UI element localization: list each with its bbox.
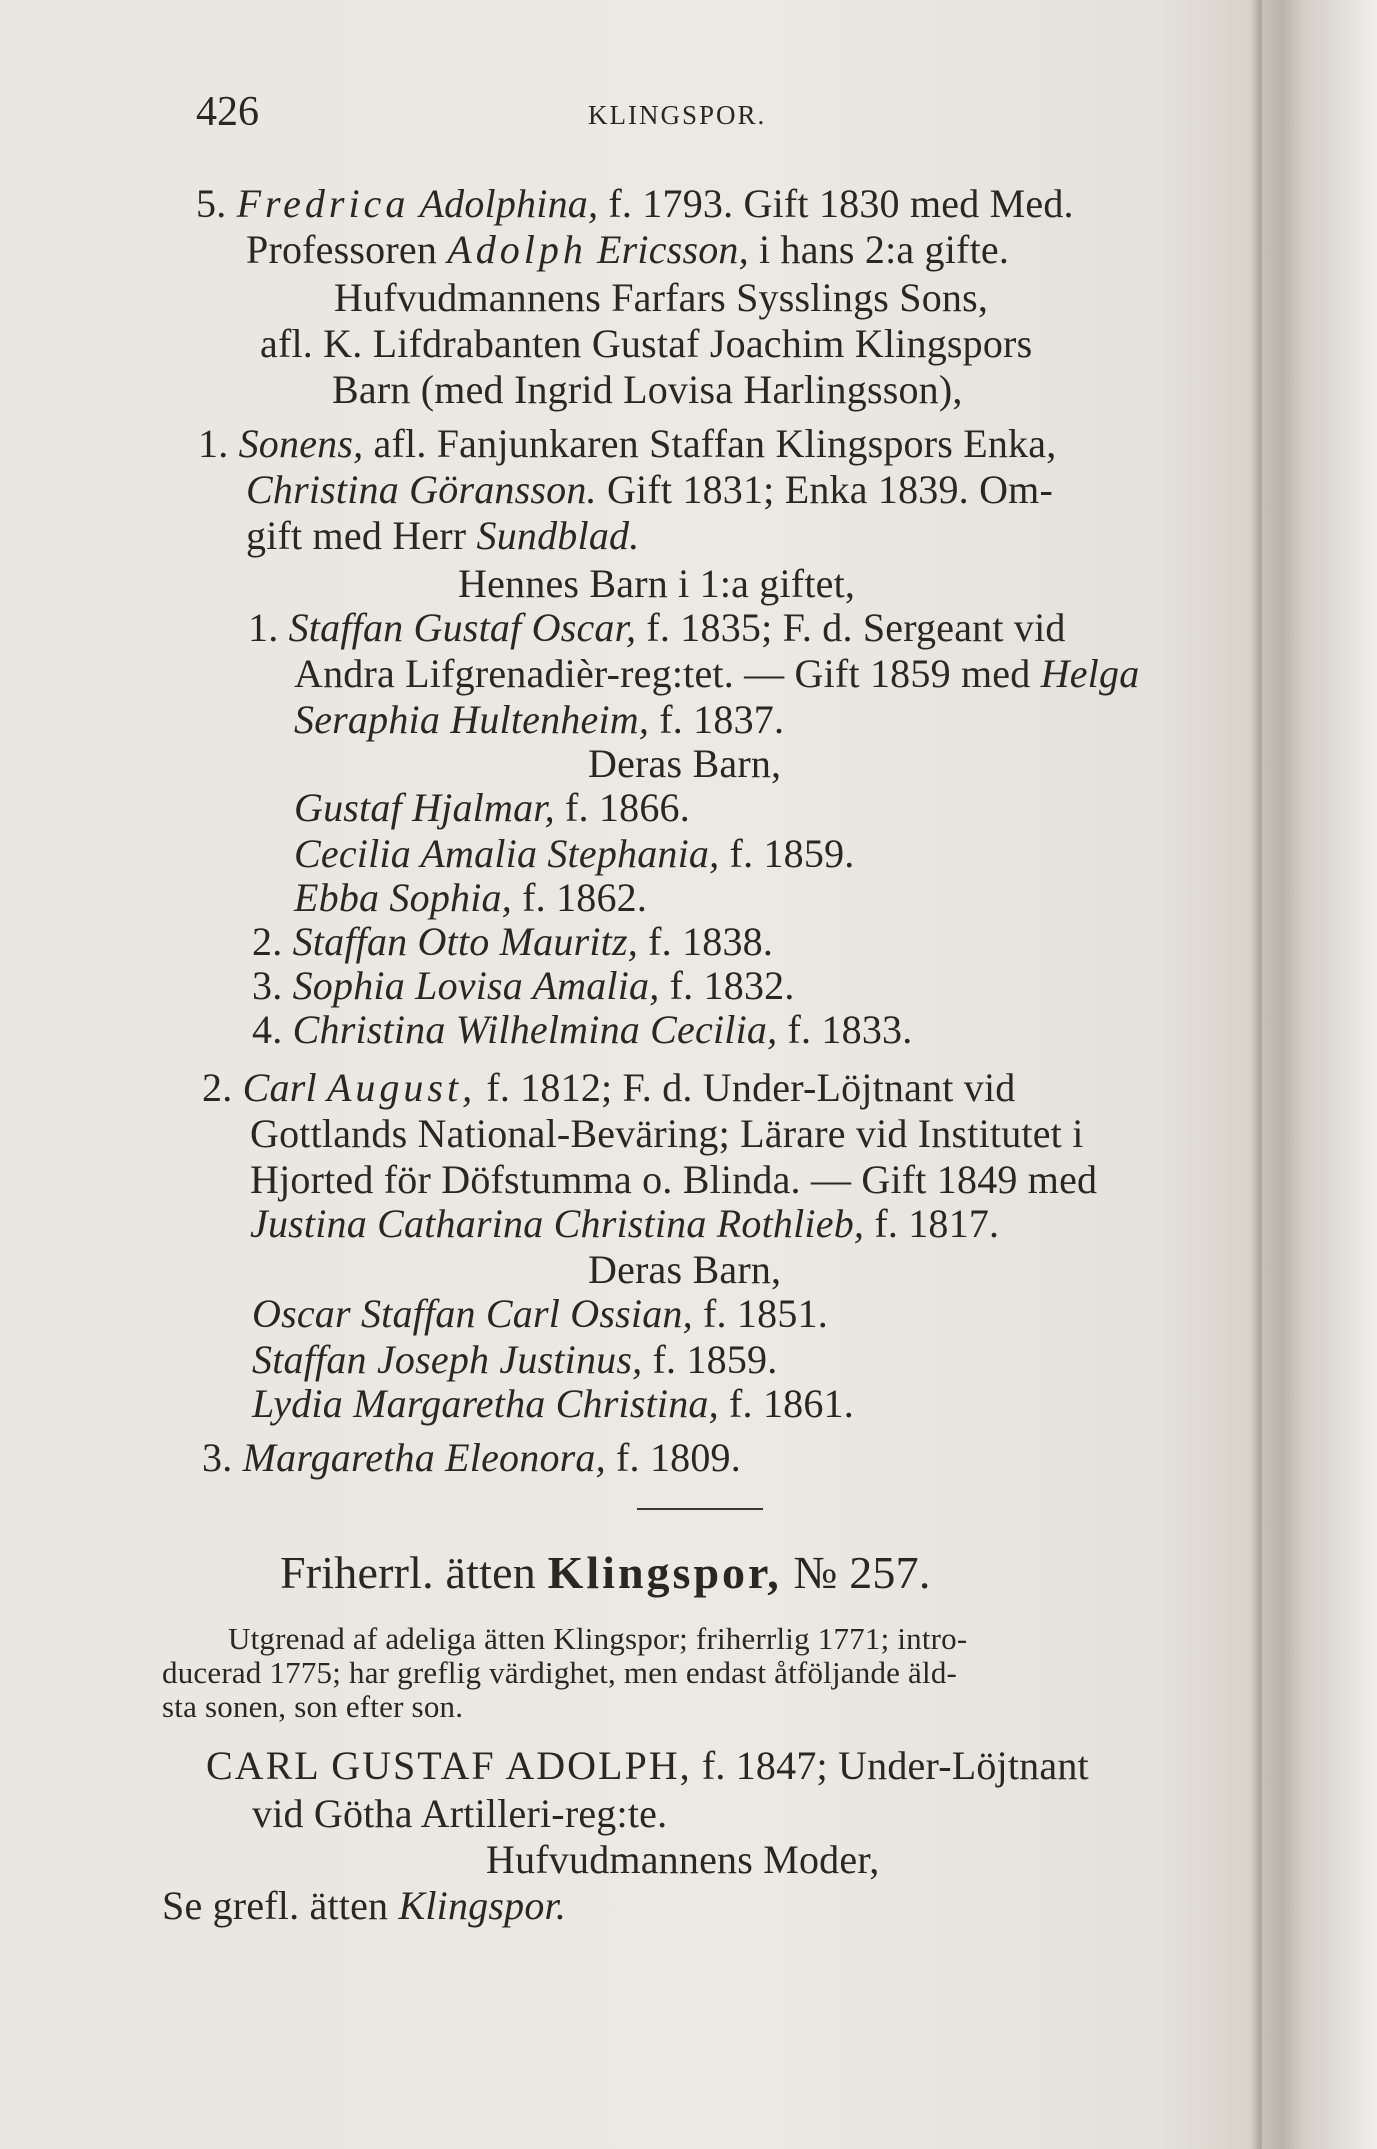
entry-number: 4. [252, 1007, 283, 1052]
entry-name: Adolph [447, 227, 587, 272]
entry-name: Staffan Joseph Justinus, [252, 1337, 643, 1382]
head-name: CARL GUSTAF ADOLPH, [206, 1743, 692, 1788]
entry-name: Klingspor. [398, 1883, 567, 1928]
entry-name: Christina Wilhelmina Cecilia, [292, 1007, 778, 1052]
entry-name: Margaretha Eleonora, [242, 1435, 606, 1480]
section-title-text: Friherrl. ätten [280, 1547, 536, 1598]
entry-line [248, 606, 1066, 650]
running-title: KLINGSPOR. [588, 100, 767, 130]
section-intro: Utgrenad af adeliga ätten Klingspor; friherrlig 1771; intro- [228, 1621, 968, 1656]
entry-name: Sonens, [238, 421, 364, 466]
entry-text: Professoren [246, 227, 438, 272]
entry-name: Sophia Lovisa Amalia, [292, 963, 660, 1008]
entry-line [252, 964, 795, 1008]
entry-line [252, 1382, 854, 1426]
entry-text: afl. Fanjunkaren Staffan Klingspors Enka, [373, 421, 1057, 466]
entry-line [294, 652, 1139, 696]
entry-line: Gottlands National-Beväring; Lärare vid Institutet i [250, 1111, 1084, 1156]
entry-text: f. 1866. [565, 785, 690, 830]
entry-text: f. 1862. [522, 875, 648, 920]
entry-name: Oscar Staffan Carl Ossian, [252, 1291, 693, 1336]
entry-name: Justina Catharina Christina Rothlieb, [250, 1201, 865, 1246]
entry-text: f. 1859. [729, 831, 855, 876]
subheading: Hufvudmannens Farfars Sysslings Sons, [334, 275, 989, 320]
entry-name: August, [326, 1065, 477, 1110]
entry-line [252, 1008, 912, 1052]
subheading: Deras Barn, [588, 741, 782, 786]
entry-text: f. 1837. [659, 697, 785, 742]
entry-line [246, 228, 1009, 272]
entry-text: f. 1835; F. d. Sergeant vid [646, 605, 1066, 650]
entry-line [246, 468, 1053, 512]
subheading: afl. K. Lifdrabanten Gustaf Joachim Klingspors [260, 321, 1033, 366]
entry-name: Cecilia Amalia Stephania, [294, 831, 720, 876]
subheading: Barn (med Ingrid Lovisa Harlingsson), [332, 367, 963, 412]
entry-line [198, 422, 1056, 466]
entry-line [294, 876, 647, 920]
entry-line [196, 182, 1074, 226]
entry-text: f. 1833. [787, 1007, 913, 1052]
entry-number: 2. [252, 919, 283, 964]
entry-text: f. 1817. [874, 1201, 1000, 1246]
entry-text: gift med Herr [246, 513, 467, 558]
entry-text: f. 1851. [703, 1291, 828, 1336]
entry-number: 1. [198, 421, 229, 466]
entry-line [252, 920, 773, 964]
entry-line [252, 1338, 777, 1382]
entry-text: Gift 1831; Enka 1839. Om- [606, 467, 1054, 512]
section-divider [637, 1508, 763, 1510]
entry-line [202, 1436, 741, 1480]
subheading: Deras Barn, [588, 1247, 782, 1292]
entry-name: Sundblad. [476, 513, 640, 558]
entry-number: 5. [196, 181, 227, 226]
entry-text: Se grefl. ätten [162, 1883, 389, 1928]
entry-number: 1. [248, 605, 279, 650]
book-gutter [1262, 0, 1377, 2149]
section-intro: sta sonen, son efter son. [162, 1689, 464, 1724]
cross-reference [162, 1884, 566, 1928]
head-entry [206, 1744, 1089, 1788]
entry-line [294, 698, 784, 742]
entry-text: f. 1809. [616, 1435, 741, 1480]
entry-name: Lydia Margaretha Christina, [252, 1381, 719, 1426]
entry-line [294, 832, 854, 876]
entry-text: f. 1832. [669, 963, 795, 1008]
entry-name: Staffan Otto Mauritz, [292, 919, 638, 964]
entry-name: Ebba Sophia, [294, 875, 512, 920]
entry-text: f. 1847; Under-Löjtnant [701, 1743, 1089, 1788]
head-entry: vid Götha Artilleri-reg:te. [252, 1791, 668, 1836]
entry-name: Carl [242, 1065, 317, 1110]
section-intro: ducerad 1775; har greflig värdighet, men endast åtföljande äld- [162, 1655, 958, 1690]
entry-text: f. 1812; F. d. Under-Löjtnant vid [486, 1065, 1016, 1110]
entry-line: Hjorted för Döfstumma o. Blinda. — Gift 1849 med [250, 1157, 1098, 1202]
entry-number: 3. [202, 1435, 233, 1480]
entry-name: Seraphia Hultenheim, [294, 697, 650, 742]
entry-text: f. 1793. Gift 1830 med Med. [608, 181, 1074, 226]
entry-name: Gustaf Hjalmar, [294, 785, 555, 830]
entry-name: Helga [1040, 651, 1140, 696]
entry-line [294, 786, 690, 830]
entry-text: Andra Lifgrenadièr-reg:tet. — Gift 1859 med [294, 651, 1031, 696]
section-title [280, 1548, 931, 1598]
entry-line [250, 1202, 999, 1246]
page-number: 426 [196, 89, 259, 135]
subheading: Hufvudmannens Moder, [486, 1837, 880, 1882]
entry-number: 2. [202, 1065, 233, 1110]
entry-name: Staffan Gustaf Oscar, [288, 605, 637, 650]
entry-text: i hans 2:a gifte. [759, 227, 1010, 272]
entry-line [252, 1292, 828, 1336]
section-number: № 257. [793, 1547, 931, 1598]
entry-name: Christina Göransson. [246, 467, 597, 512]
entry-line [246, 514, 639, 558]
family-name: Klingspor, [547, 1547, 782, 1598]
entry-line [202, 1066, 1016, 1110]
entry-text: f. 1861. [729, 1381, 854, 1426]
entry-name: Fredrica [236, 181, 410, 226]
entry-name: Ericsson, [597, 227, 749, 272]
entry-number: 3. [252, 963, 283, 1008]
subheading: Hennes Barn i 1:a giftet, [458, 561, 856, 606]
entry-text: f. 1859. [652, 1337, 778, 1382]
entry-text: f. 1838. [648, 919, 774, 964]
entry-name: Adolphina, [419, 181, 599, 226]
